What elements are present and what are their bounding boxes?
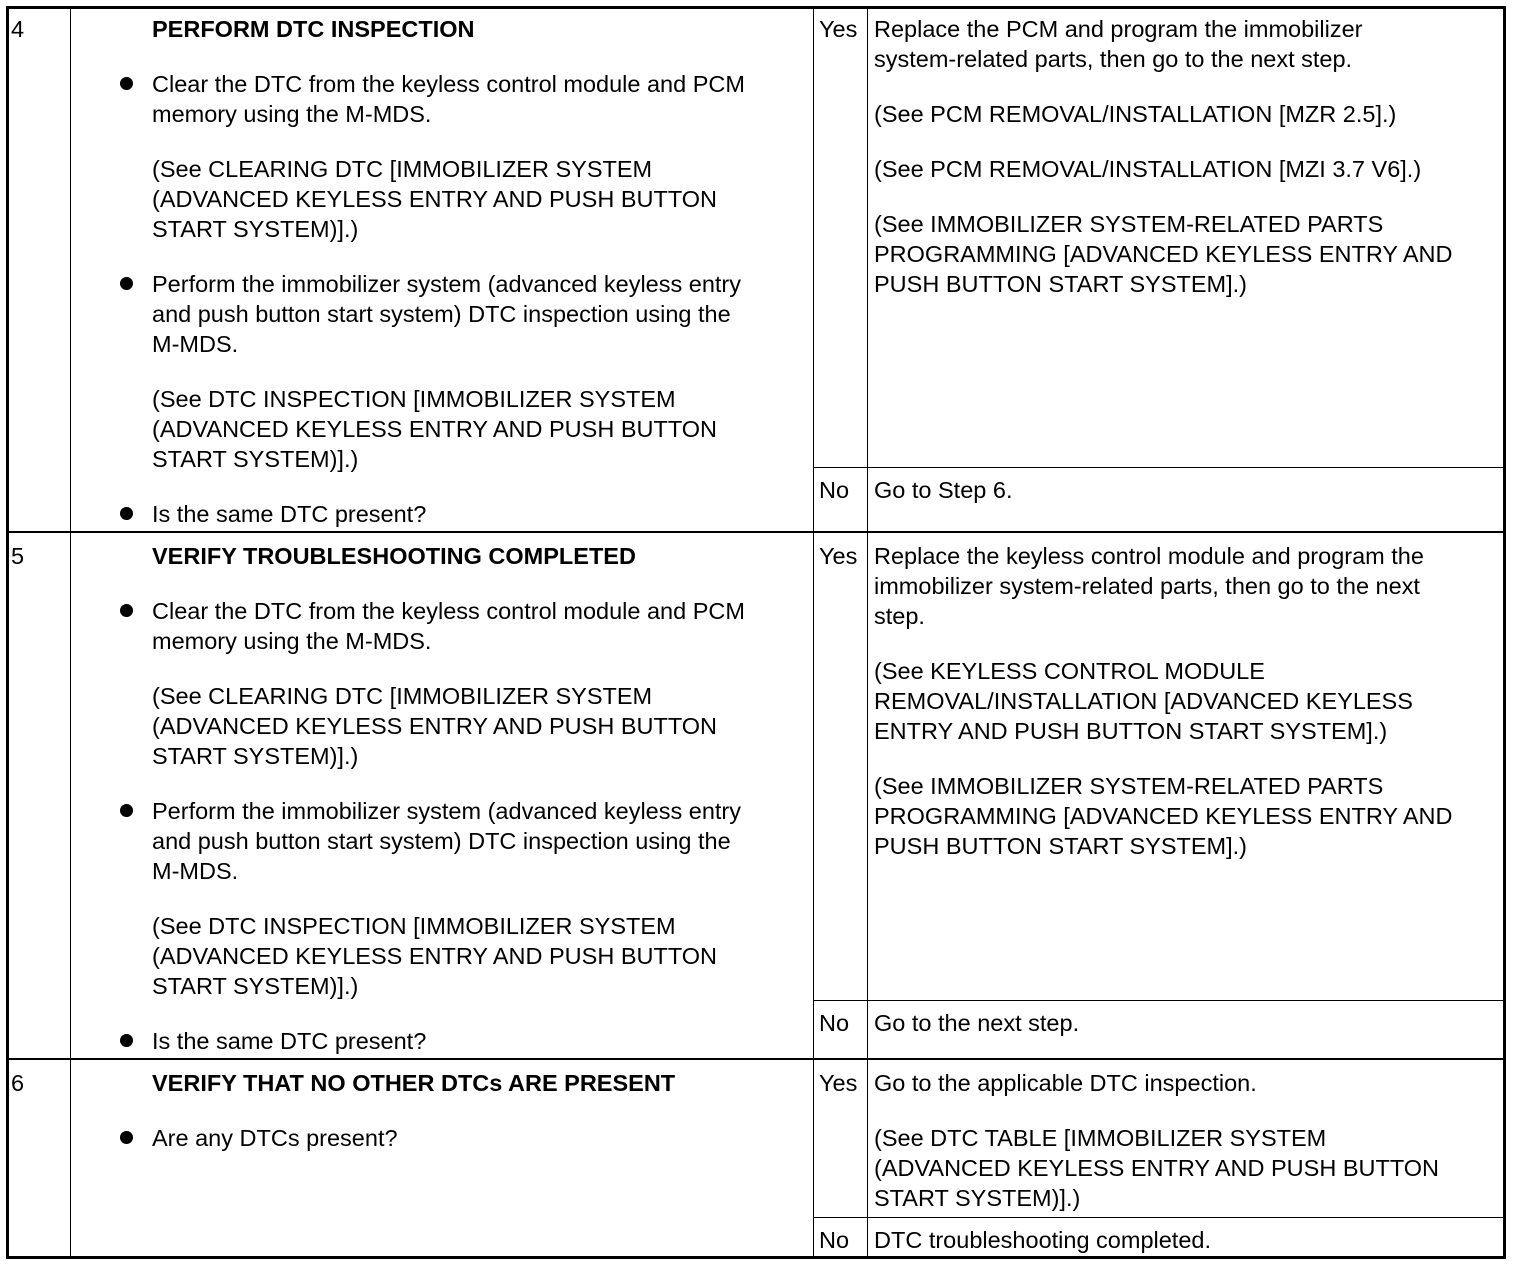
bullet-item [152, 596, 802, 656]
bullet-item [152, 1026, 802, 1056]
step-number: 4 [11, 16, 25, 42]
yes-action [874, 14, 1499, 299]
bullet-icon [120, 507, 133, 520]
yes-action [874, 541, 1499, 861]
bullet-text: Is the same DTC present? [152, 501, 427, 527]
step-title: VERIFY THAT NO OTHER DTCs ARE PRESENT [152, 1070, 676, 1096]
bullet-icon [120, 1131, 133, 1144]
reference-text: (See IMMOBILIZER SYSTEM-RELATED PARTS PROGRAMMING [ADVANCED KEYLESS ENTRY AND PUSH BUTTON START SYSTEM].) [874, 211, 1453, 297]
reference-text: (See CLEARING DTC [IMMOBILIZER SYSTEM (ADVANCED KEYLESS ENTRY AND PUSH BUTTON START SYSTEM)].) [152, 683, 718, 769]
yes-no-divider [813, 467, 1505, 468]
bullet-item [152, 1123, 802, 1153]
reference-text: (See DTC INSPECTION [IMMOBILIZER SYSTEM (ADVANCED KEYLESS ENTRY AND PUSH BUTTON START SYSTEM)].) [152, 386, 718, 472]
reference-text: (See PCM REMOVAL/INSTALLATION [MZI 3.7 V6].) [874, 156, 1422, 182]
step-procedure [152, 1068, 802, 1153]
reference-text: (See DTC TABLE [IMMOBILIZER SYSTEM (ADVANCED KEYLESS ENTRY AND PUSH BUTTON START SYSTEM)].) [874, 1125, 1440, 1211]
yes-label: Yes [819, 1070, 858, 1096]
reference-text: (See PCM REMOVAL/INSTALLATION [MZR 2.5].) [874, 101, 1397, 127]
yes-no-divider [813, 1217, 1505, 1218]
step-procedure [152, 14, 802, 529]
step-number: 5 [11, 543, 25, 569]
bullet-text: Are any DTCs present? [152, 1125, 398, 1151]
no-action: DTC troubleshooting completed. [874, 1227, 1212, 1253]
bullet-item [152, 796, 802, 886]
bullet-icon [120, 1034, 133, 1047]
no-action: Go to Step 6. [874, 477, 1013, 503]
no-label: No [819, 1010, 850, 1036]
step-procedure [152, 541, 802, 1056]
step-title: VERIFY TROUBLESHOOTING COMPLETED [152, 543, 636, 569]
bullet-item [152, 69, 802, 129]
no-label: No [819, 1227, 850, 1253]
column-divider-answer [867, 8, 868, 1258]
bullet-icon [120, 604, 133, 617]
bullet-text: Perform the immobilizer system (advanced keyless entry and push button start system) DTC inspection using the M-MDS. [152, 271, 742, 357]
row-divider [8, 1058, 1505, 1060]
bullet-text: Clear the DTC from the keyless control module and PCM memory using the M-MDS. [152, 598, 745, 654]
action-text: Replace the PCM and program the immobilizer system-related parts, then go to the next step. [874, 16, 1363, 72]
step-title: PERFORM DTC INSPECTION [152, 16, 475, 42]
bullet-text: Perform the immobilizer system (advanced keyless entry and push button start system) DTC inspection using the M-MDS. [152, 798, 742, 884]
reference-text: (See CLEARING DTC [IMMOBILIZER SYSTEM (ADVANCED KEYLESS ENTRY AND PUSH BUTTON START SYSTEM)].) [152, 156, 718, 242]
action-text: Replace the keyless control module and program the immobilizer system-related parts, then go to the next step. [874, 543, 1424, 629]
column-divider-step [70, 8, 71, 1258]
bullet-text: Is the same DTC present? [152, 1028, 427, 1054]
column-divider-procedure [813, 8, 814, 1258]
bullet-item [152, 499, 802, 529]
yes-label: Yes [819, 16, 858, 42]
reference-text: (See IMMOBILIZER SYSTEM-RELATED PARTS PROGRAMMING [ADVANCED KEYLESS ENTRY AND PUSH BUTTON START SYSTEM].) [874, 773, 1453, 859]
reference-text: (See KEYLESS CONTROL MODULE REMOVAL/INSTALLATION [ADVANCED KEYLESS ENTRY AND PUSH BUTTON START SYSTEM].) [874, 658, 1413, 744]
row-divider [8, 531, 1505, 533]
reference-text: (See DTC INSPECTION [IMMOBILIZER SYSTEM (ADVANCED KEYLESS ENTRY AND PUSH BUTTON START SYSTEM)].) [152, 913, 718, 999]
yes-label: Yes [819, 543, 858, 569]
bullet-icon [120, 277, 133, 290]
yes-no-divider [813, 1000, 1505, 1001]
no-action: Go to the next step. [874, 1010, 1080, 1036]
bullet-icon [120, 77, 133, 90]
bullet-icon [120, 804, 133, 817]
step-number: 6 [11, 1070, 25, 1096]
action-text: Go to the applicable DTC inspection. [874, 1070, 1257, 1096]
bullet-item [152, 269, 802, 359]
no-label: No [819, 477, 850, 503]
bullet-text: Clear the DTC from the keyless control module and PCM memory using the M-MDS. [152, 71, 745, 127]
yes-action [874, 1068, 1499, 1213]
